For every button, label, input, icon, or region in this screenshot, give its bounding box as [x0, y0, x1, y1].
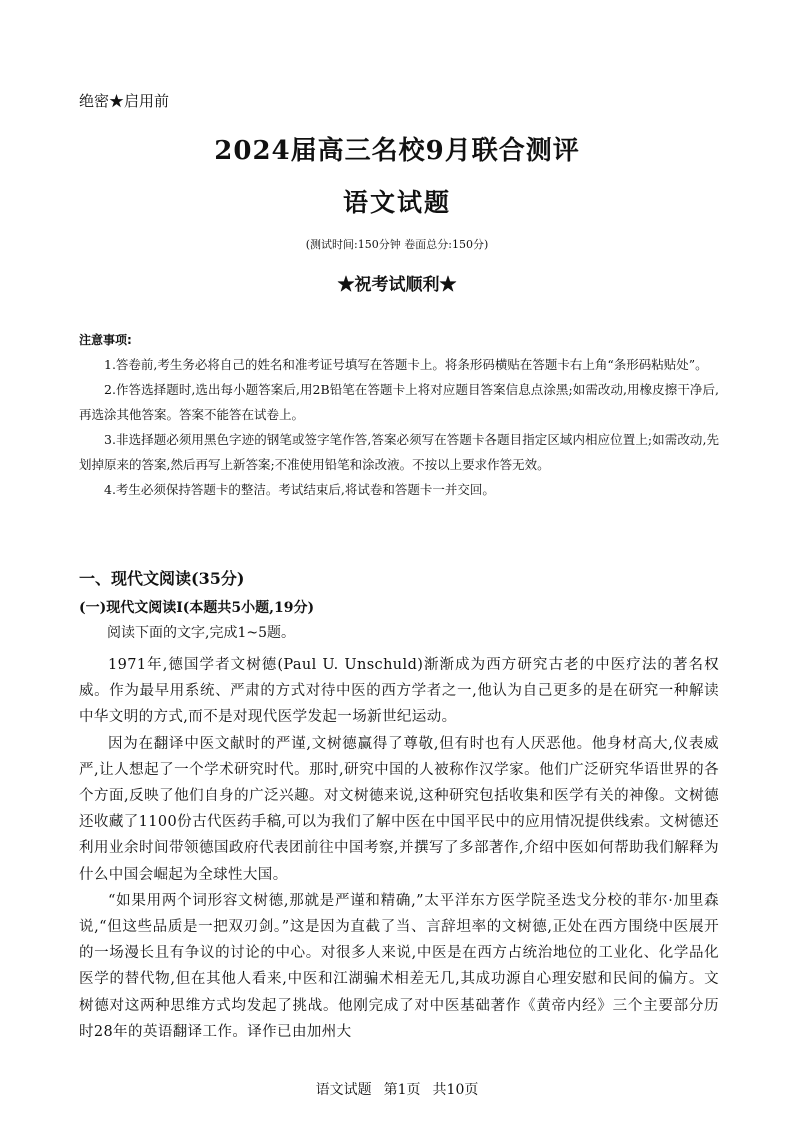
blessing-line: ★祝考试顺利★	[337, 275, 457, 295]
notice-item: 4.考生必须保持答题卡的整洁。考试结束后,将试卷和答题卡一并交回。	[104, 482, 495, 497]
section-heading: 一、现代文阅读(35分)	[79, 569, 245, 588]
exam-title: 2024届高三名校9月联合测评	[214, 136, 580, 166]
notice-heading: 注意事项:	[79, 333, 132, 347]
notice-item: 3.非选择题必须用黑色字迹的钢笔或签字笔作答,答案必须写在答题卡各题目指定区域内相应位置上;如需改动,先划掉原来的答案,然后再写上新答案;不准使用铅笔和涂改液。不按以上要求作答无效。	[79, 432, 719, 472]
passage-paragraph: 1971年,德国学者文树德(Paul U. Unschuld)渐渐成为西方研究古老的中医疗法的著名权威。作为最早用系统、严肃的方式对待中医的西方学者之一,他认为自己更多的是在研究一种解读中华文明的方式,而不是对现代医学发起一场新世纪运动。	[79, 657, 719, 726]
reading-instruction: 阅读下面的文字,完成1~5题。	[107, 625, 295, 641]
passage-paragraph: “如果用两个词形容文树德,那就是严谨和精确,”太平洋东方医学院圣迭戈分校的菲尔·加里森说,“但这些品质是一把双刃剑。”这是因为直截了当、言辞坦率的文树德,正处在西方围绕中医展开的一场漫长且有争议的讨论的中心。对很多人来说,中医是在西方占统治地位的工业化、化学品化医学的替代物,但在其他人看来,中医和江湖骗术相差无几,其成功源自心理安慰和民间的偏方。文树德对这两种思维方式均发起了挑战。他刚完成了对中医基础著作《黄帝内经》三个主要部分历时28年的英语翻译工作。译作已由加州大	[79, 892, 719, 1040]
footer-page-number: 第1页	[383, 1082, 421, 1098]
subject-title: 语文试题	[342, 188, 451, 217]
notice-item: 1.答卷前,考生务必将自己的姓名和准考证号填写在答题卡上。将条形码横贴在答题卡右上角“条形码粘贴处”。	[104, 357, 708, 372]
page-footer	[0, 1079, 794, 1099]
confidential-mark: 绝密★启用前	[79, 92, 170, 110]
passage-paragraph: 因为在翻译中医文献时的严谨,文树德赢得了尊敬,但有时也有人厌恶他。他身材高大,仪表威严,让人想起了一个学术研究时代。那时,研究中国的人被称作汉学家。他们广泛研究华语世界的各个方面,反映了他们自身的广泛兴趣。对文树德来说,这种研究包括收集和医学有关的神像。文树德还收藏了1100份古代医药手稿,可以为我们了解中医在中国平民中的应用情况提供线索。文树德还利用业余时间带领德国政府代表团前往中国考察,并撰写了多部著作,介绍中医如何帮助我们解释为什么中国会崛起为全球性大国。	[79, 735, 719, 883]
exam-info: (测试时间:150分钟 卷面总分:150分)	[305, 238, 489, 251]
subsection-heading: (一)现代文阅读Ⅰ(本题共5小题,19分)	[79, 600, 315, 616]
footer-subject: 语文试题	[315, 1082, 372, 1098]
notice-list	[79, 352, 719, 502]
reading-passage	[79, 652, 719, 1045]
footer-page-total: 共10页	[432, 1082, 479, 1098]
notice-item: 2.作答选择题时,选出每小题答案后,用2B铅笔在答题卡上将对应题目答案信息点涂黑;如需改动,用橡皮擦干净后,再选涂其他答案。答案不能答在试卷上。	[79, 382, 719, 422]
